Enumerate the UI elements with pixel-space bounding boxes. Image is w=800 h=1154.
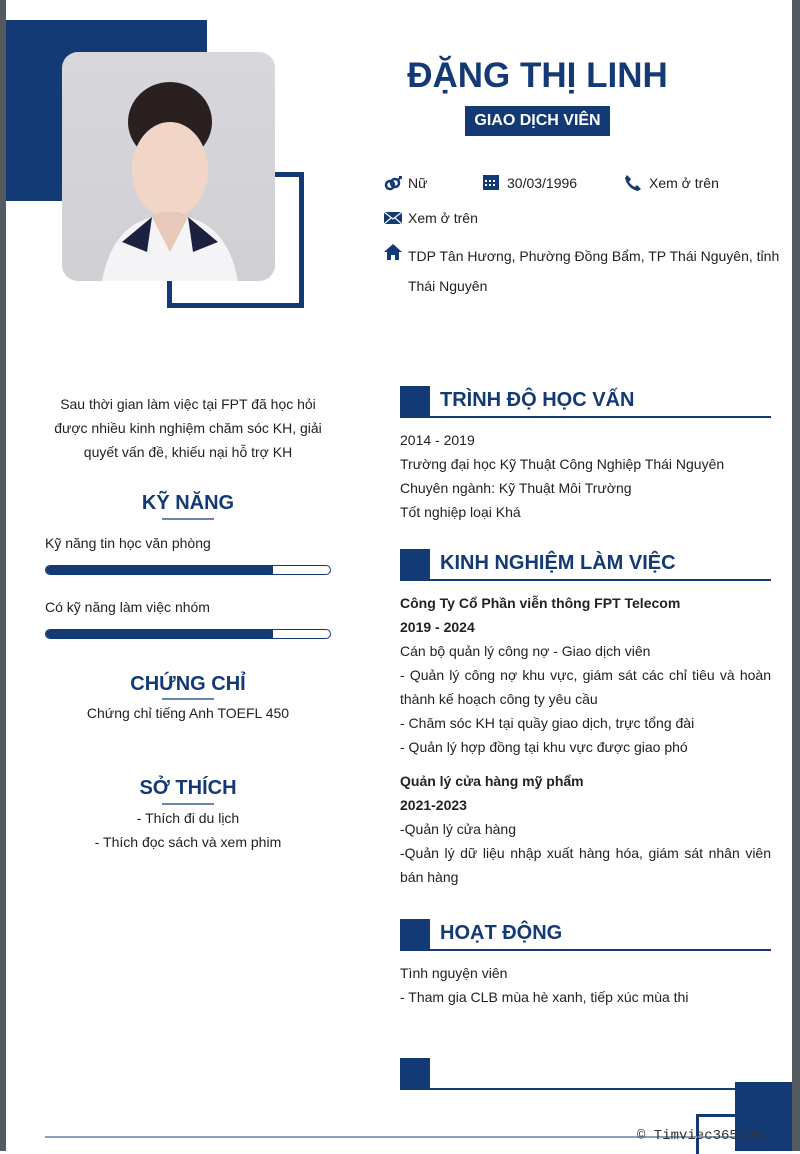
skill-bar-fill [46, 630, 273, 638]
footer-line [45, 1136, 735, 1138]
section-title: HOẠT ĐỘNG [440, 922, 563, 944]
hobbies-list [45, 806, 331, 854]
activity-line: - Tham gia CLB mùa hè xanh, tiếp xúc mùa thi [400, 989, 689, 1005]
skill-bar-fill [46, 566, 273, 574]
job-line: Cán bộ quản lý công nợ - Giao dịch viên [400, 643, 651, 659]
objective-line: quyết vấn đề, khiếu nại hỗ trợ KH [83, 444, 293, 460]
address-line: Thái Nguyên [408, 278, 488, 294]
hobby-item: - Thích đi du lịch [136, 810, 240, 826]
objective [45, 392, 331, 464]
home-icon [384, 243, 402, 261]
address-value [408, 241, 779, 301]
divider [162, 803, 214, 805]
email-icon [384, 209, 402, 227]
job-line: - Chăm sóc KH tại quầy giao dịch, trực tổng đài [400, 715, 695, 731]
education-body [400, 428, 724, 524]
divider [162, 518, 214, 520]
job-line: -Quản lý cửa hàng [400, 821, 516, 837]
education-header [400, 386, 771, 418]
certificates-title: CHỨNG CHỈ [130, 673, 246, 695]
calendar-icon [482, 173, 500, 191]
birthday-value: 30/03/1996 [507, 175, 578, 191]
gender-icon [384, 175, 402, 193]
objective-line: Sau thời gian làm việc tại FPT đã học hỏi [60, 396, 316, 412]
job-line: - Quản lý hợp đồng tại khu vực được giao phó [400, 739, 688, 755]
job-period: 2019 - 2024 [400, 619, 475, 635]
edu-line: Tốt nghiệp loại Khá [400, 504, 521, 520]
empty-section-header [400, 1058, 771, 1090]
job-period: 2021-2023 [400, 797, 467, 813]
hobbies-title: SỞ THÍCH [139, 777, 237, 799]
hobby-item: - Thích đọc sách và xem phim [94, 834, 282, 850]
job-company: Quản lý cửa hàng mỹ phẩm [400, 773, 584, 789]
edu-line: Chuyên ngành: Kỹ Thuật Môi Trường [400, 480, 632, 496]
edu-line: 2014 - 2019 [400, 432, 475, 448]
objective-line: được nhiều kinh nghiệm chăm sóc KH, giải [54, 420, 322, 436]
gender-value: Nữ [408, 175, 428, 191]
skill-label: Có kỹ năng làm việc nhóm [45, 599, 210, 615]
avatar [62, 52, 275, 281]
edu-line: Trường đại học Kỹ Thuật Công Nghiệp Thái Nguyên [400, 456, 725, 472]
skill-bar [45, 565, 331, 575]
skill-bar [45, 629, 331, 639]
skills-title: KỸ NĂNG [141, 492, 235, 514]
activities-body [400, 961, 688, 1009]
activities-header [400, 919, 771, 951]
section-title: KINH NGHIỆM LÀM VIỆC [440, 552, 676, 574]
job-company: Công Ty Cổ Phần viễn thông FPT Telecom [400, 595, 681, 611]
skill-label: Kỹ năng tin học văn phòng [45, 535, 211, 551]
job-line: - Quản lý công nợ khu vực, giám sát các chỉ tiêu và hoàn thành kế hoạch công ty yêu cầu [400, 667, 771, 707]
activity-line: Tình nguyện viên [400, 965, 508, 981]
email-value: Xem ở trên [408, 210, 478, 226]
section-title: TRÌNH ĐỘ HỌC VẤN [440, 389, 635, 411]
experience-header [400, 549, 771, 581]
candidate-name: ĐẶNG THỊ LINH [407, 56, 668, 95]
divider [162, 698, 214, 700]
experience-body [400, 591, 771, 889]
phone-icon [624, 174, 642, 192]
certificate-item: Chứng chỉ tiếng Anh TOEFL 450 [86, 705, 290, 721]
phone-value: Xem ở trên [649, 175, 719, 191]
address-line: TDP Tân Hương, Phường Đồng Bẩm, TP Thái Nguyên, tỉnh [408, 248, 780, 264]
position-badge: GIAO DỊCH VIÊN [465, 106, 610, 136]
job-line: -Quản lý dữ liệu nhập xuất hàng hóa, giám sát nhân viên bán hàng [400, 845, 771, 885]
copyright: © Timviec365.vn [637, 1128, 764, 1144]
right-border [792, 0, 800, 1151]
